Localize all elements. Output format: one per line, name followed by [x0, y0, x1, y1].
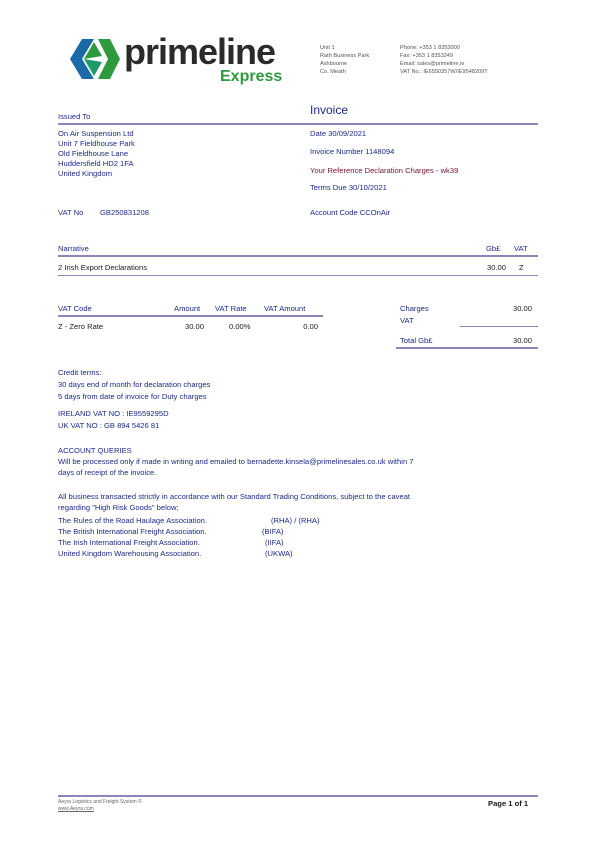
trading-conditions: [58, 491, 410, 513]
header-divider: [58, 123, 538, 125]
association-item: [58, 516, 358, 527]
footer-credit: [58, 799, 142, 813]
line-item-gbp: 30.00: [486, 263, 506, 272]
company-address: [320, 44, 369, 76]
account-code: Account Code CCOnAir: [310, 208, 391, 217]
issued-to-label: Issued To: [58, 112, 91, 121]
vat-label: VAT: [400, 316, 414, 325]
account-queries: [58, 445, 414, 478]
contact-line: Phone: +353 1 8353000: [400, 45, 460, 51]
totals-rule-bottom: [396, 347, 538, 349]
invoice-terms: Terms Due 30/10/2021: [310, 183, 387, 192]
vat-row-vat-amount: 0.00: [303, 322, 318, 331]
col-header-gbp: Gb£: [486, 244, 501, 253]
issued-to-address: [58, 129, 135, 179]
account-queries-line: Will be processed only if made in writing and emailed to bernadette.kinsela@primelinesales.co.uk within 7: [58, 457, 414, 466]
vat-no-label: VAT No: [58, 208, 84, 217]
uk-vat-number: UK VAT NO : GB 894 5426 81: [58, 421, 160, 430]
association-code: (RHA) / (RHA): [271, 516, 320, 525]
address-line: United Kingdom: [58, 169, 113, 178]
vat-row-code: Z - Zero Rate: [58, 322, 104, 331]
invoice-date: Date 30/09/2021: [310, 129, 367, 138]
invoice-title: Invoice: [310, 103, 349, 117]
association-item: [58, 549, 358, 560]
association-name: The British International Freight Association.: [58, 527, 207, 536]
address-line: Unit 7 Fieldhouse Park: [58, 139, 135, 148]
associations-list: [58, 516, 358, 560]
line-item-vat: Z: [519, 263, 524, 272]
association-name: The Irish International Freight Association.: [58, 538, 200, 547]
primeline-logo-icon: [64, 34, 120, 84]
association-item: [58, 538, 358, 549]
vat-col-rate: VAT Rate: [215, 304, 247, 313]
footer-rule: [58, 795, 538, 797]
vat-no-value: GB250831208: [100, 208, 149, 217]
address-line: On Air Suspension Ltd: [58, 129, 134, 138]
vat-row-amount: 30.00: [184, 322, 204, 331]
col-header-vat: VAT: [514, 244, 528, 253]
brand-name: primeline: [124, 31, 276, 72]
invoice-number: Invoice Number 1148094: [310, 147, 395, 156]
address-line: Co. Meath: [320, 69, 346, 75]
credit-terms-title: Credit terms:: [58, 368, 102, 377]
charges-label: Charges: [400, 304, 429, 313]
lines-header-rule: [58, 255, 538, 257]
address-line: Old Fieldhouse Lane: [58, 149, 129, 158]
address-line: Ashbourne: [320, 61, 348, 67]
vat-col-code: VAT Code: [58, 304, 92, 313]
conditions-line: regarding "High Risk Goods" below;: [58, 503, 179, 512]
vat-numbers: [58, 408, 169, 432]
account-queries-title: ACCOUNT QUERIES: [58, 446, 132, 455]
charges-value: 30.00: [512, 304, 532, 313]
contact-line: VAT No.: IE6550357W/IE9548209T: [400, 69, 488, 75]
credit-terms-line: 30 days end of month for declaration charges: [58, 380, 211, 389]
contact-line: Fax: +353 1 8353249: [400, 53, 454, 59]
conditions-line: All business transacted strictly in accordance with our Standard Trading Conditions, subject to the caveat: [58, 492, 411, 501]
association-code: (UKWA): [265, 549, 293, 558]
logo: [64, 31, 283, 88]
total-label: Total Gb£: [400, 336, 433, 345]
company-contacts: [400, 44, 488, 76]
address-line: Unit 1: [320, 45, 335, 51]
footer-software: Aeyra Logistics and Freight System ©: [58, 799, 142, 805]
contact-line: Email: sales@primeline.ie: [400, 61, 465, 67]
credit-terms-line: 5 days from date of invoice for Duty charges: [58, 392, 207, 401]
association-code: (IIFA): [265, 538, 284, 547]
association-name: United Kingdom Warehousing Association.: [58, 549, 202, 558]
account-queries-line: days of receipt of the invoice.: [58, 468, 157, 477]
vat-row-rate: 0.00%: [229, 322, 251, 331]
vat-col-vat-amount: VAT Amount: [264, 304, 306, 313]
invoice-reference: Your Reference Declaration Charges - wk39: [310, 166, 459, 175]
lines-bottom-rule: [58, 275, 538, 276]
vat-header-rule: [58, 315, 323, 317]
association-code: (BIFA): [262, 527, 284, 536]
brand-subtitle: Express: [220, 68, 283, 85]
ireland-vat-number: IRELAND VAT NO : IE9559295D: [58, 409, 169, 418]
totals-rule-top: [460, 326, 538, 327]
col-header-narrative: Narrative: [58, 244, 89, 253]
footer-website-link[interactable]: www.Aeyra.com: [58, 806, 94, 812]
vat-col-amount: Amount: [174, 304, 201, 313]
address-line: Rath Business Park: [320, 53, 370, 59]
page-number: Page 1 of 1: [488, 799, 529, 808]
association-name: The Rules of the Road Haulage Association.: [58, 516, 208, 525]
address-line: Huddersfield HD2 1FA: [58, 159, 134, 168]
line-item-narrative: 2 Irish Export Declarations: [58, 263, 148, 272]
association-item: [58, 527, 358, 538]
total-value: 30.00: [512, 336, 532, 345]
credit-terms: [58, 367, 210, 403]
